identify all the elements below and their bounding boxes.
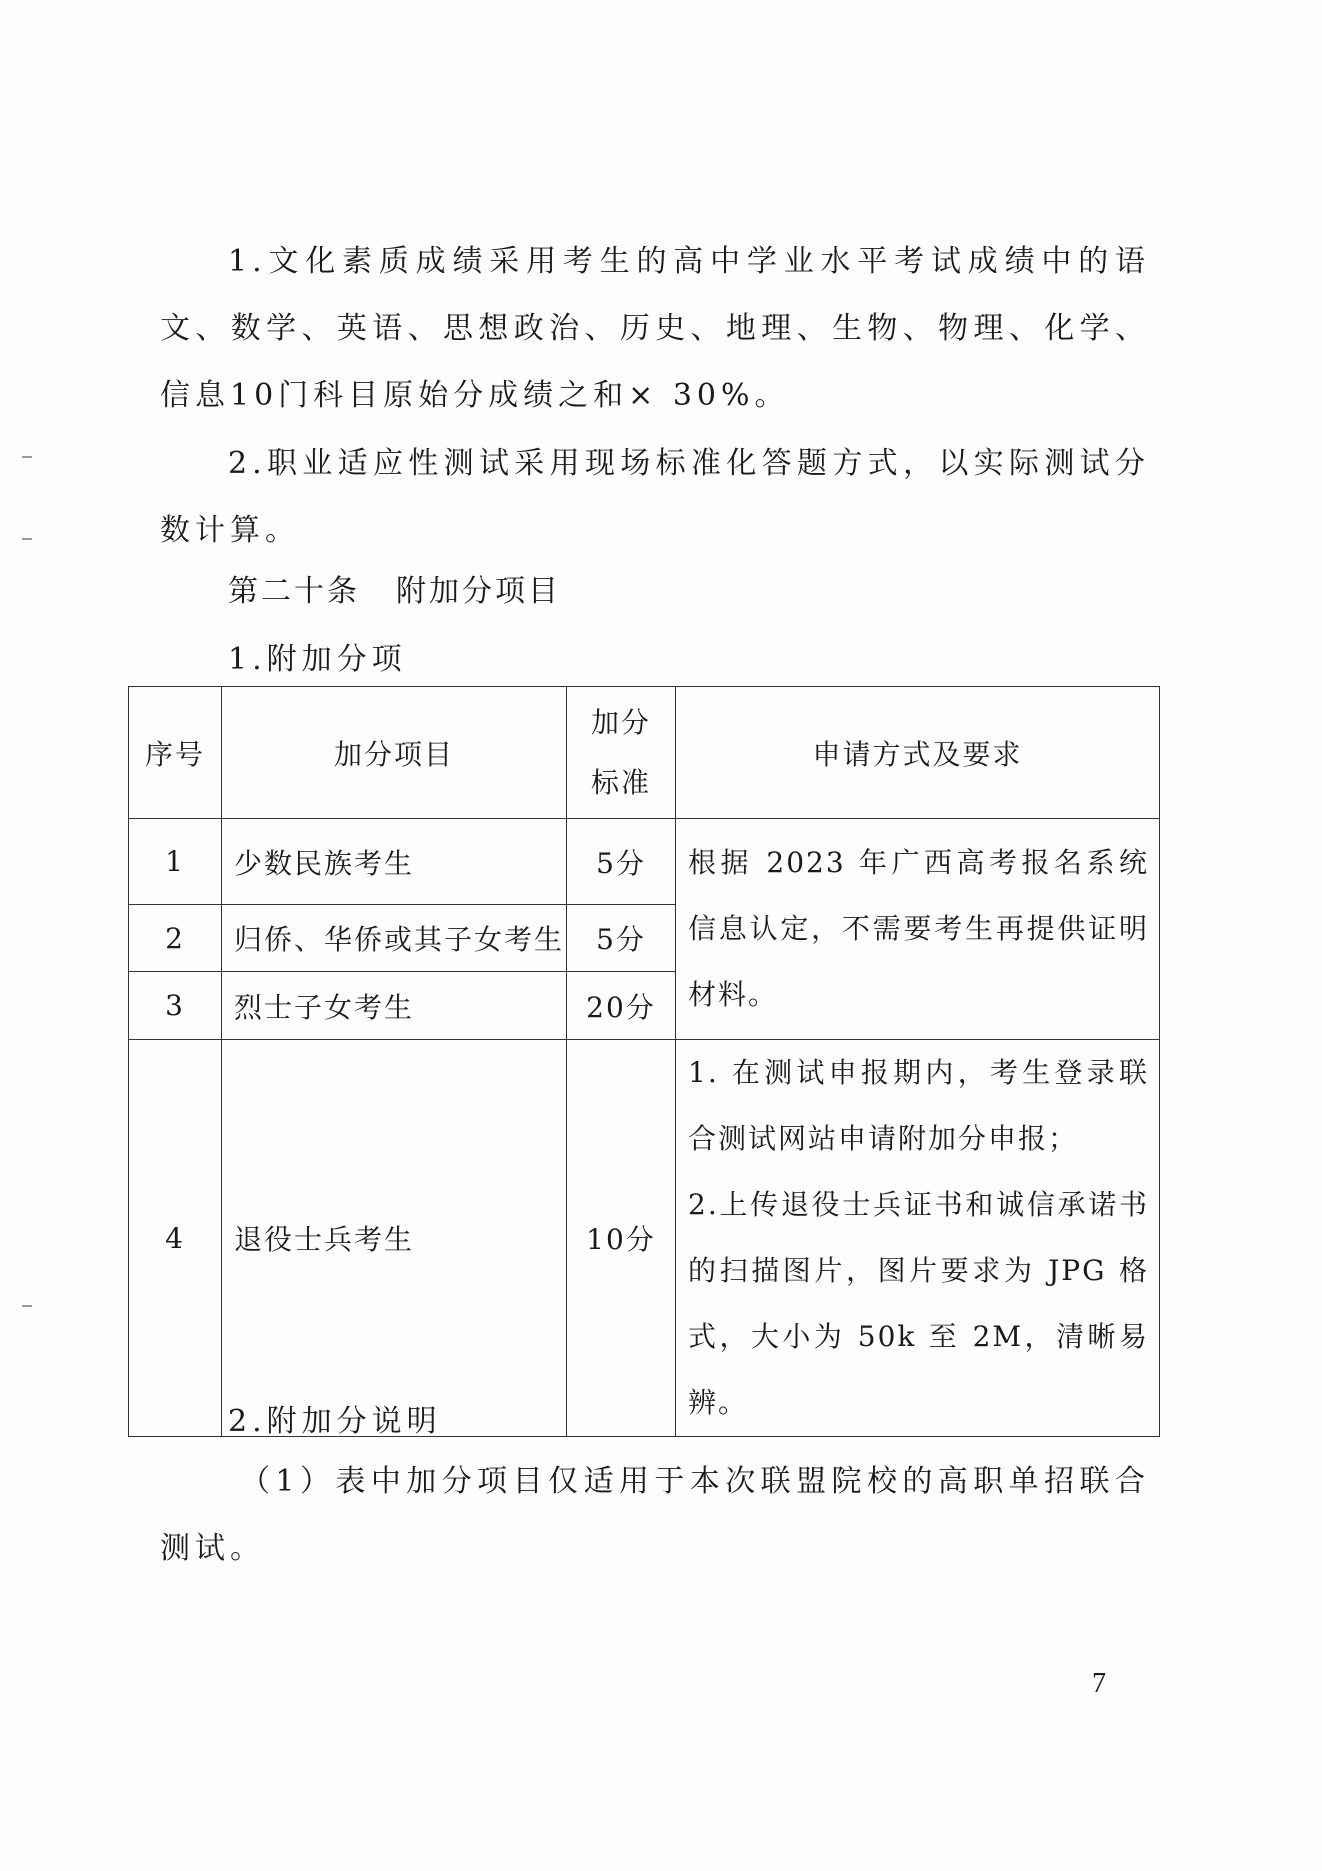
header-score-line2: 标准 [590,765,651,799]
table-row [129,1040,1160,1437]
margin-scan-mark [22,1305,32,1307]
table-header-row [129,687,1160,819]
row-score: 5分 [567,819,676,905]
article-heading [228,572,561,612]
row-score: 10分 [567,1040,676,1437]
row-item: 少数民族考生 [222,819,567,905]
row-score: 20分 [567,972,676,1040]
row-num: 3 [129,972,222,1040]
article-title: 附加分项目 [396,574,561,609]
requirement-step-1: 1. 在测试申报期内，考生登录联合测试网站申请附加分申报； [688,1056,1149,1155]
row-item: 退役士兵考生 [222,1040,567,1437]
row-item: 归侨、华侨或其子女考生 [222,905,567,972]
paragraph-culture-score: 1.文化素质成绩采用考生的高中学业水平考试成绩中的语文、数学、英语、思想政治、历史、地理、生物、物理、化学、信息10门科目原始分成绩之和× 30%。 [160,244,1150,413]
margin-scan-mark [22,538,32,540]
article-number: 第二十条 [228,574,360,609]
row-num: 2 [129,905,222,972]
row-score: 5分 [567,905,676,972]
requirement-veteran [676,1040,1160,1437]
table-row [129,819,1160,905]
requirement-step-2: 2.上传退役士兵证书和诚信承诺书的扫描图片，图片要求为 JPG 格式，大小为 50k 至 2M，清晰易辨。 [688,1188,1149,1419]
bonus-points-table [128,686,1160,1437]
row-num: 4 [129,1040,222,1437]
section-title-bonus-items: 1.附加分项 [228,642,407,677]
requirement-auto-verify: 根据 2023 年广西高考报名系统信息认定，不需要考生再提供证明材料。 [676,819,1160,1040]
header-item: 加分项目 [222,687,567,819]
margin-scan-mark [22,456,32,458]
header-score-line1: 加分 [590,705,651,739]
row-item: 烈士子女考生 [222,972,567,1040]
header-requirement: 申请方式及要求 [676,687,1160,819]
paragraph-note-1: （1）表中加分项目仅适用于本次联盟院校的高职单招联合测试。 [160,1464,1150,1566]
paragraph-vocational-test: 2.职业适应性测试采用现场标准化答题方式，以实际测试分数计算。 [160,446,1150,548]
header-score [567,687,676,819]
header-num: 序号 [129,687,222,819]
row-num: 1 [129,819,222,905]
page-number: 7 [1092,1668,1106,1699]
section-title-bonus-notes: 2.附加分说明 [228,1404,442,1439]
